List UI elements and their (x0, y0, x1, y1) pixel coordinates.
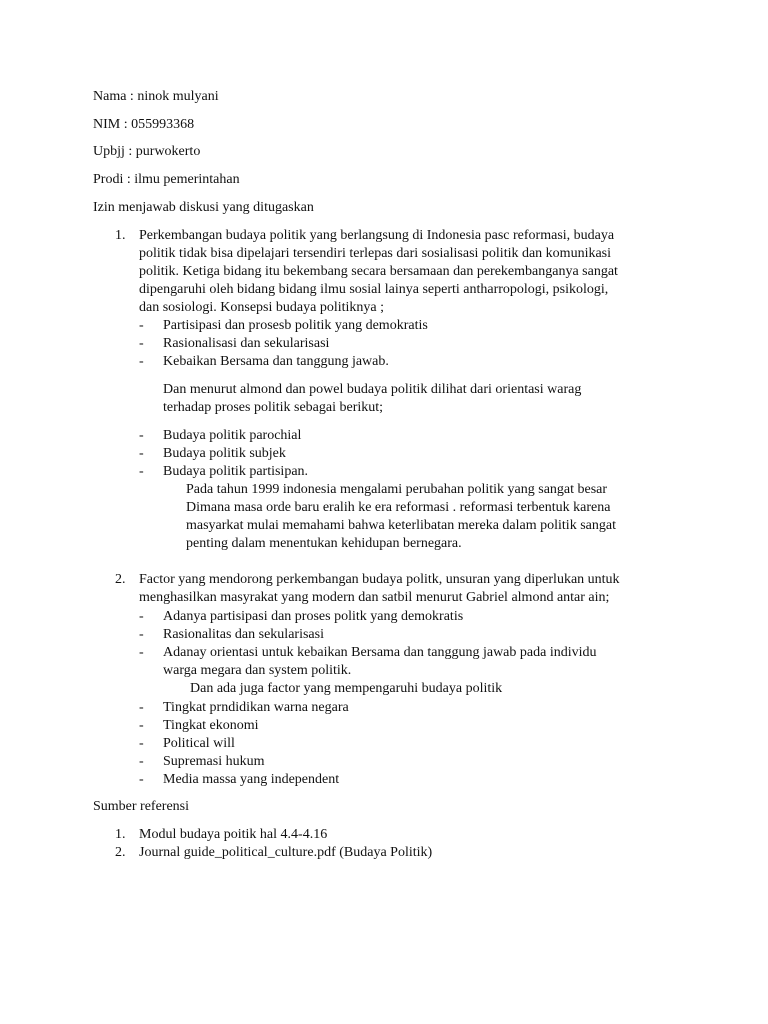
dash-bullet: - (139, 336, 144, 351)
history-line: Pada tahun 1999 indonesia mengalami perubahan politik yang sangat besar (186, 482, 608, 497)
almond-line: terhadap proses politik sebagai berikut; (163, 400, 384, 415)
reference-number: 1. (115, 827, 126, 842)
dash-bullet: - (139, 354, 144, 369)
list-item: Budaya politik subjek (163, 446, 286, 461)
answer-1-paragraph (139, 227, 679, 317)
dash-bullet: - (139, 645, 144, 660)
list-item: Partisipasi dan prosesb politik yang demokratis (163, 318, 428, 333)
answer-1-line: Perkembangan budaya politik yang berlangsung di Indonesia pasc reformasi, budaya (139, 228, 615, 243)
dash-bullet: - (139, 609, 144, 624)
list-item: Political will (163, 736, 235, 751)
dash-bullet: - (139, 446, 144, 461)
list-item: Supremasi hukum (163, 754, 265, 769)
dash-bullet: - (139, 627, 144, 642)
intro-text: Izin menjawab diskusi yang ditugaskan (93, 200, 314, 215)
dash-bullet: - (139, 464, 144, 479)
list-item: Kebaikan Bersama dan tanggung jawab. (163, 354, 389, 369)
student-upbjj: Upbjj : purwokerto (93, 144, 201, 159)
dash-bullet: - (139, 718, 144, 733)
dash-bullet: - (139, 754, 144, 769)
dash-bullet: - (139, 772, 144, 787)
factor-line: Dan ada juga factor yang mempengaruhi budaya politik (190, 681, 503, 696)
answer-1-line: dan sosiologi. Konsepsi budaya politiknya ; (139, 300, 384, 315)
list-item: Media massa yang independent (163, 772, 340, 787)
student-nim: NIM : 055993368 (93, 117, 195, 132)
reference-item: Modul budaya poitik hal 4.4-4.16 (139, 827, 328, 842)
answer-2-number: 2. (115, 572, 126, 587)
answer-2-line: menghasilkan masyrakat yang modern dan satbil menurut Gabriel almond antar ain; (139, 590, 610, 605)
dash-bullet: - (139, 318, 144, 333)
answer-1-line: politik tidak bisa dipelajari tersendiri terlepas dari sosialisasi politik dan komunikasi (139, 246, 612, 261)
list-item: Budaya politik partisipan. (163, 464, 309, 479)
history-line: penting dalam menentukan kehidupan bernegara. (186, 536, 462, 551)
reference-number: 2. (115, 845, 126, 860)
dash-bullet: - (139, 736, 144, 751)
answer-2-paragraph (139, 571, 679, 607)
dash-bullet: - (139, 700, 144, 715)
student-name: Nama : ninok mulyani (93, 89, 219, 104)
references-title: Sumber referensi (93, 799, 190, 814)
student-prodi: Prodi : ilmu pemerintahan (93, 172, 240, 187)
almond-line: Dan menurut almond dan powel budaya politik dilihat dari orientasi warag (163, 382, 582, 397)
history-paragraph (186, 481, 676, 553)
list-item: Tingkat prndidikan warna negara (163, 700, 349, 715)
dash-bullet: - (139, 428, 144, 443)
list-item: Budaya politik parochial (163, 428, 302, 443)
list-item-continuation: warga megara dan system politik. (163, 663, 352, 678)
answer-1-line: dipengaruhi oleh bidang bidang ilmu sosial lainya seperti antharropologi, psikologi, (139, 282, 609, 297)
answer-1-number: 1. (115, 228, 126, 243)
history-line: Dimana masa orde baru eralih ke era reformasi . reformasi terbentuk karena (186, 500, 611, 515)
almond-paragraph (163, 381, 663, 417)
list-item: Adanya partisipasi dan proses politk yang demokratis (163, 609, 464, 624)
list-item: Rasionalisasi dan sekularisasi (163, 336, 330, 351)
list-item: Rasionalitas dan sekularisasi (163, 627, 324, 642)
list-item: Adanay orientasi untuk kebaikan Bersama dan tanggung jawab pada individu (163, 645, 597, 660)
history-line: masyarkat mulai memahami bahwa keterlibatan mereka dalam politik sangat (186, 518, 616, 533)
answer-1-line: politik. Ketiga bidang itu bekembang secara bersamaan dan perekembanganya sangat (139, 264, 618, 279)
reference-item: Journal guide_political_culture.pdf (Budaya Politik) (139, 845, 433, 860)
answer-2-line: Factor yang mendorong perkembangan budaya politk, unsuran yang diperlukan untuk (139, 572, 620, 587)
list-item: Tingkat ekonomi (163, 718, 259, 733)
